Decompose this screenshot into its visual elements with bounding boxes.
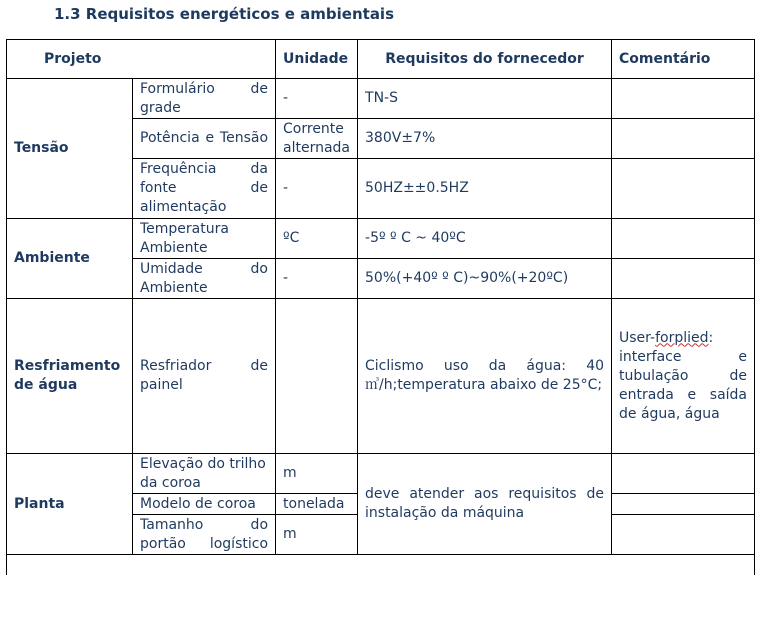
comment-formulario [612,79,755,119]
header-projeto: Projeto [7,40,276,79]
req-formulario: TN-S [358,79,612,119]
req-potencia: 380V±7% [358,119,612,159]
comment-temperatura [612,219,755,259]
section-title: 1.3 Requisitos energéticos e ambientais [54,5,395,23]
comment-resfriador [612,299,755,454]
item-formulario: Formulário de grade [133,79,276,119]
comment-umidade [612,259,755,299]
unit-potencia: Corrente alternada [276,119,358,159]
table-row [7,454,755,494]
comment-prefix: User- [619,329,656,346]
req-frequencia: 50HZ±±0.5HZ [358,159,612,219]
requirements-table [6,39,755,555]
req-umidade: 50%(+40º º C)~90%(+20ºC) [358,259,612,299]
unit-umidade: - [276,259,358,299]
header-requisitos: Requisitos do fornecedor [358,40,612,79]
unit-frequencia: - [276,159,358,219]
table-row [7,219,755,259]
header-unidade: Unidade [276,40,358,79]
group-planta: Planta [7,454,133,555]
item-tamanho: Tamanho do portão logístico [133,515,276,555]
group-resfriamento: Resfriamento de água [7,299,133,454]
item-modelo: Modelo de coroa [133,494,276,515]
unit-modelo: tonelada [276,494,358,515]
req-planta: deve atender aos requisitos de instalação da máquina [358,454,612,555]
req-resfriador: Ciclismo uso da água: 40㎥/h;temperatura abaixo de 25°C; [358,299,612,454]
unit-formulario: - [276,79,358,119]
unit-temperatura: ºC [276,219,358,259]
item-potencia: Potência e Tensão [133,119,276,159]
item-elevacao: Elevação do trilho da coroa [133,454,276,494]
req-temperatura: -5º º C ~ 40ºC [358,219,612,259]
table-row [7,299,755,454]
comment-rest: : interface e tubulação de entrada e saída de água, água [619,329,748,422]
spellcheck-flagged-word: forplied [655,329,709,346]
item-frequencia: Frequência da fonte de alimentação [133,159,276,219]
item-temperatura: Temperatura Ambiente [133,219,276,259]
table-row [7,79,755,119]
group-tensao: Tensão [7,79,133,219]
comment-potencia [612,119,755,159]
unit-resfriador [276,299,358,454]
table-continuation [6,555,755,575]
unit-elevacao: m [276,454,358,494]
item-umidade: Umidade do Ambiente [133,259,276,299]
header-comentario: Comentário [612,40,755,79]
comment-frequencia [612,159,755,219]
group-ambiente: Ambiente [7,219,133,299]
comment-tamanho [612,515,755,555]
comment-modelo [612,494,755,515]
comment-elevacao [612,454,755,494]
table-header-row [7,40,755,79]
unit-tamanho: m [276,515,358,555]
item-resfriador: Resfriador de painel [133,299,276,454]
